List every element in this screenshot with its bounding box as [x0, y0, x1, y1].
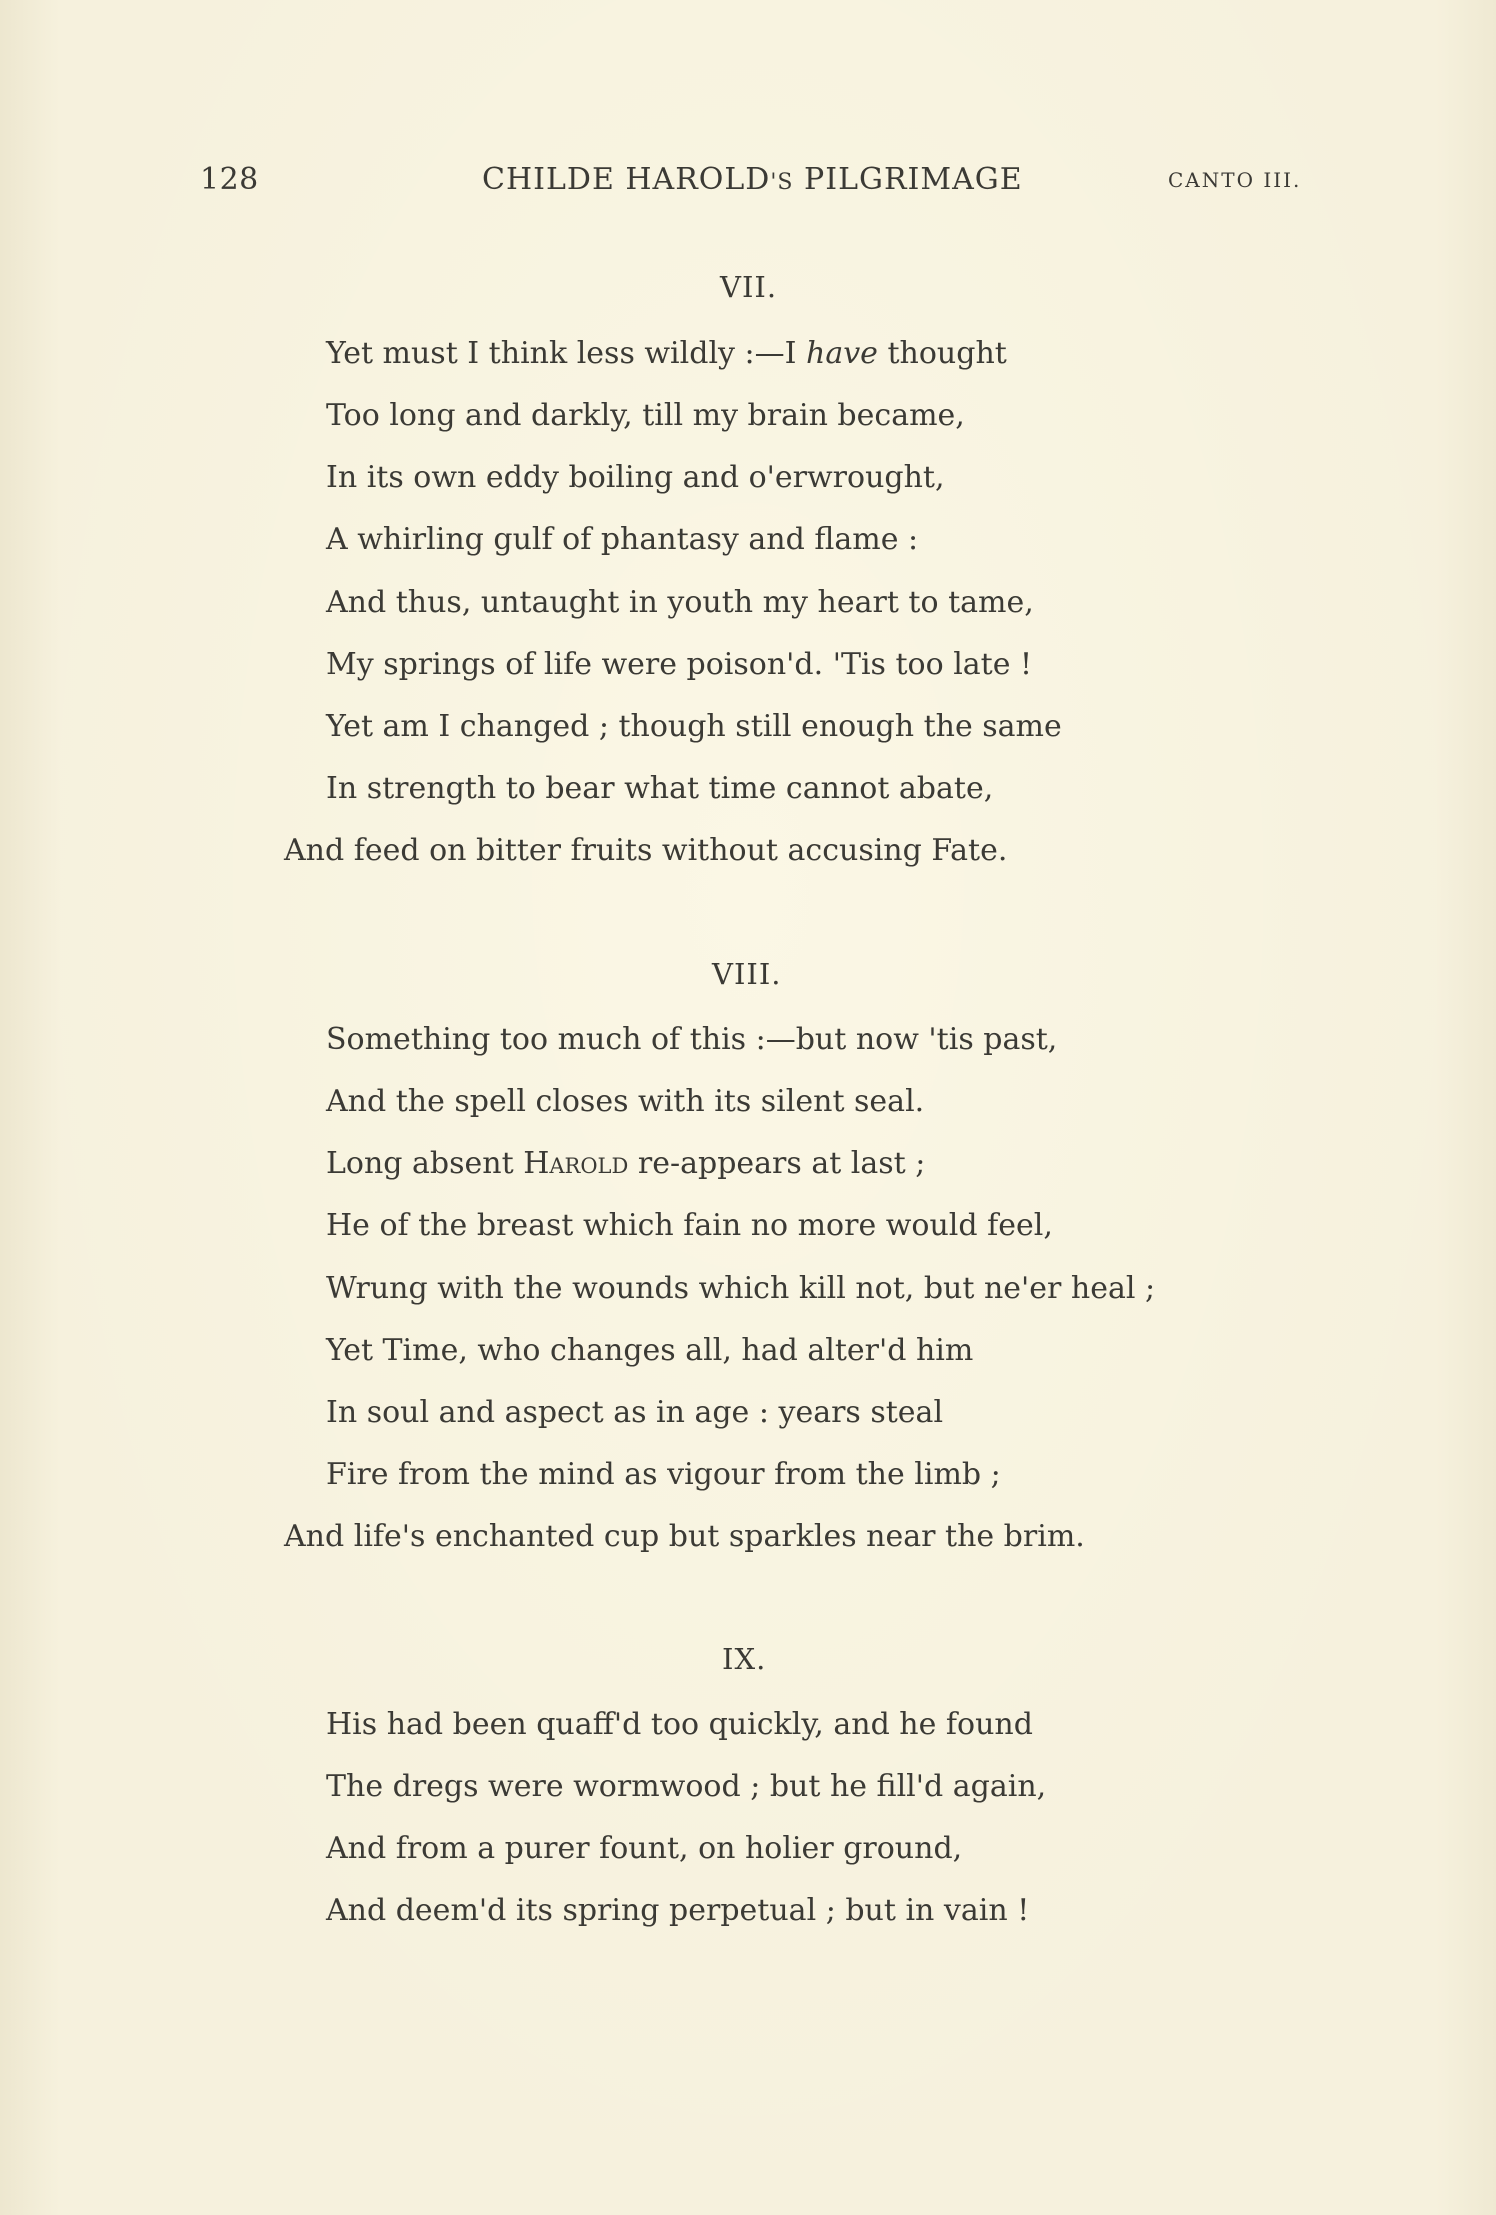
page-header: [0, 162, 1496, 202]
canto-label: CANTO III.: [1168, 168, 1302, 192]
running-title-part2: PILGRIMAGE: [793, 162, 1023, 197]
verse-line: His had been quaff'd too quickly, and he found: [326, 1707, 1033, 1742]
verse-line: Wrung with the wounds which kill not, but ne'er heal ;: [326, 1271, 1156, 1306]
verse-line: And thus, untaught in youth my heart to tame,: [326, 585, 1034, 620]
stanza-number: IX.: [722, 1642, 767, 1676]
verse-line: Fire from the mind as vigour from the limb ;: [326, 1457, 1001, 1492]
verse-line: Yet Time, who changes all, had alter'd him: [326, 1333, 974, 1368]
verse-line: Something too much of this :—but now 'tis past,: [326, 1022, 1058, 1057]
stanza-number: VIII.: [712, 957, 782, 991]
verse-line: The dregs were wormwood ; but he fill'd again,: [326, 1769, 1047, 1804]
verse-line: He of the breast which fain no more would feel,: [326, 1208, 1053, 1243]
verse-line: Yet am I changed ; though still enough the same: [326, 709, 1062, 744]
verse-line: And feed on bitter fruits without accusing Fate.: [284, 833, 1008, 868]
verse-line: In strength to bear what time cannot abate,: [326, 771, 994, 806]
verse-line: And life's enchanted cup but sparkles near the brim.: [284, 1519, 1085, 1554]
verse-line: In soul and aspect as in age : years steal: [326, 1395, 944, 1430]
running-title-possessive: 'S: [770, 170, 794, 195]
running-title-part1: CHILDE HAROLD: [482, 162, 771, 197]
verse-line: My springs of life were poison'd. 'Tis too late !: [326, 647, 1033, 682]
running-title: [482, 162, 1023, 197]
verse-line: In its own eddy boiling and o'erwrought,: [326, 460, 945, 495]
verse-line: A whirling gulf of phantasy and flame :: [326, 522, 919, 557]
page-number: 128: [200, 162, 259, 197]
verse-line: And deem'd its spring perpetual ; but in vain !: [326, 1893, 1030, 1928]
verse-line: Long absent Harold re-appears at last ;: [326, 1146, 926, 1181]
verse-line: Yet must I think less wildly :—I have thought: [326, 336, 1007, 371]
verse-line: And from a purer fount, on holier ground,: [326, 1831, 963, 1866]
stanza-number: VII.: [720, 270, 778, 304]
verse-line: And the spell closes with its silent seal.: [326, 1084, 925, 1119]
verse-line: Too long and darkly, till my brain became,: [326, 398, 965, 433]
